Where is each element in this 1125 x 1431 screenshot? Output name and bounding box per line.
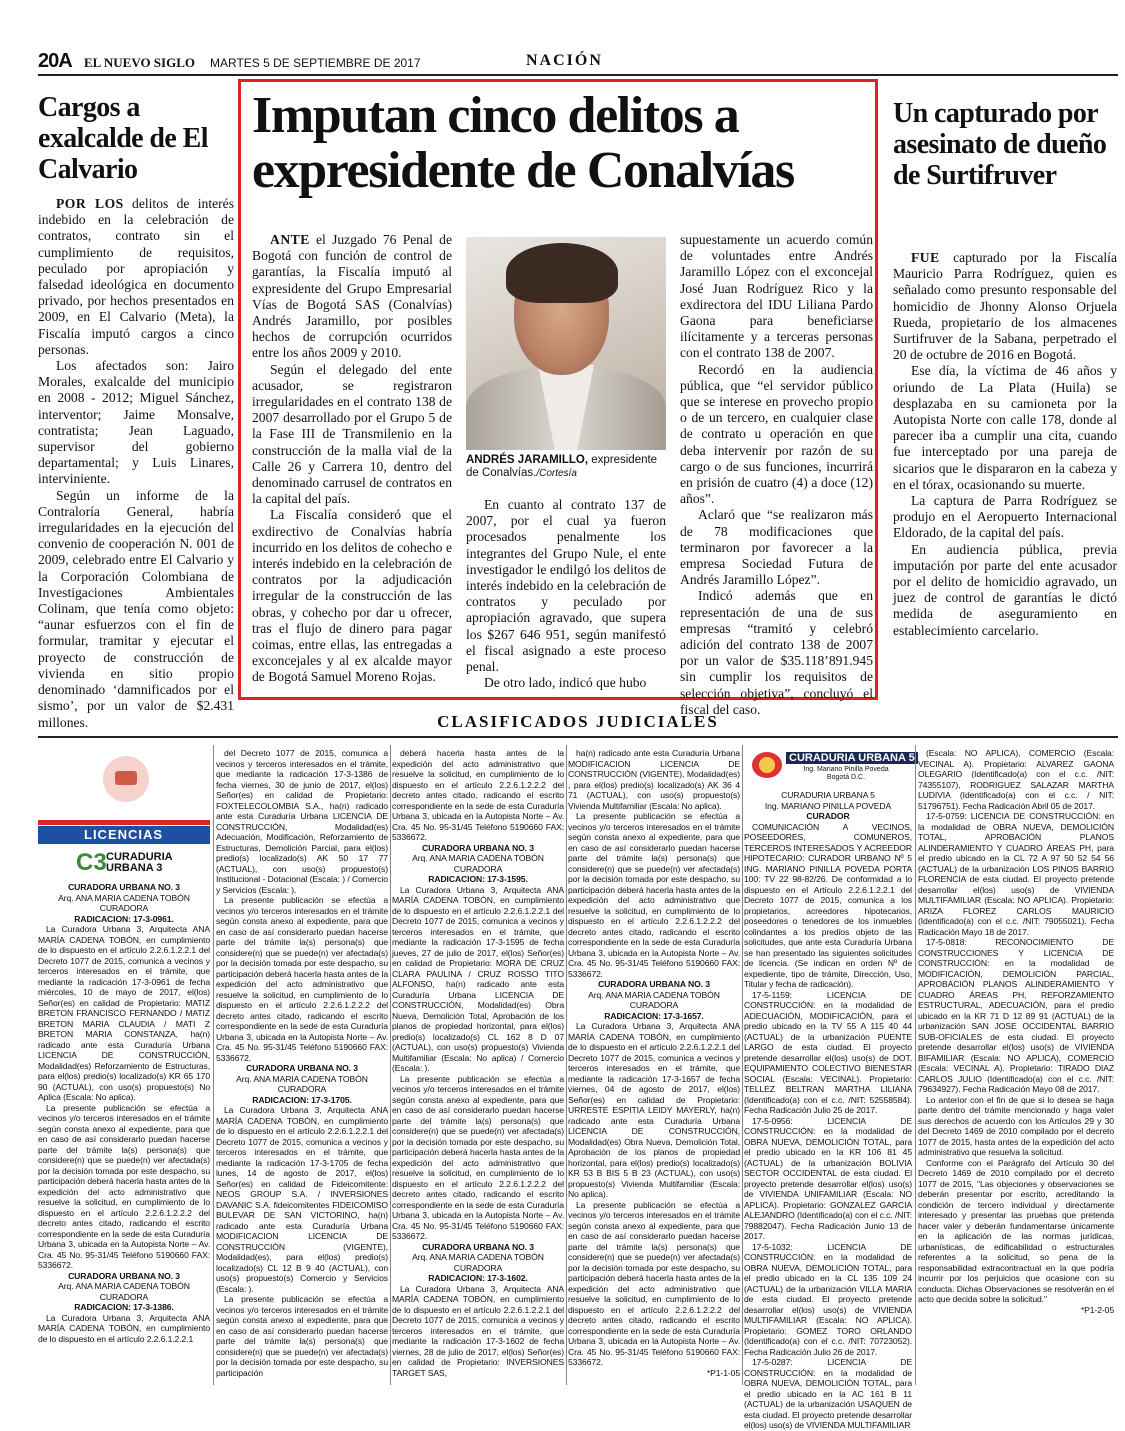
classifieds-title: CLASIFICADOS JUDICIALES: [437, 712, 719, 731]
cement-mixer-icon: [103, 756, 149, 802]
classified-paragraph: La Curadora Urbana 3, Arquitecta ANA MARÍA CADENA TOBÓN, en cumplimiento de lo dispuesto en el artículo 2.2.6.1.2.2.1 del Decreto 1077 de 2015, comunica a vecinos y terceros interesados en el trámite, que mediante la radicación 17-3-1657 de fecha viernes, 04 de agosto de 2017, el(los) Señor(es) en calidad de Propietario: URRESTE ESPITIA LEIDY MAYERLY, ha(n) radicado ante esta Curaduría Urbana LICENCIA DE CONSTRUCCIÓN, Modalidad(es) Obra Nueva, Demolición Total, Aprobación de los planos de propiedad horizontal, para el(los) predio(s) localizado(s) KR 53 B BIS 5 B 23 (ACTUAL), con uso(s) propuesto(s) Vivienda Multifamiliar (Escala: No aplica).: [568, 1021, 740, 1199]
photo-caption: [466, 454, 666, 480]
left-story-headline: Cargos a exalcalde de El Calvario: [38, 92, 208, 185]
classified-ref: *P1-2-05: [1080, 1304, 1114, 1315]
classified-paragraph: (Escala: NO APLICA), COMERCIO (Escala: VECINAL A). Propietario: ALVAREZ GAONA OLEGARIO (Identificado(a) con el c.c. /NIT: 74355107), RODRIGUEZ SALAZAR MARTHA LUDIVIA (Identificado(a) con el c.c. / NIT: 51796751). Fecha Radicación Abril 05 de 2017.: [918, 748, 1114, 811]
classified-paragraph: La Curadora Urbana 3, Arquitecta ANA MARÍA CADENA TOBÓN, en cumplimiento de lo dispuesto en el artículo 2.2.6.1.2.2.1: [38, 1312, 210, 1344]
curaduria-5-logo-name: CURADURIA URBANA 5: [786, 752, 918, 764]
right-story-headline: Un capturado por asesinato de dueño de Surtifruver: [893, 98, 1107, 191]
left-story-body: [38, 196, 234, 731]
classified-paragraph: ha(n) radicado ante esta Curaduría Urbana MODIFICACION LICENCIA DE CONSTRUCCIÓN (VIGENTE), Modalidad(es) , para el(los) predio(s) localizado(s) AK 36 4 71 (ACTUAL), con uso(s) propuesto(s) Vivienda Multifamiliar (Escala: No aplica).: [568, 748, 740, 811]
curaduria-3-logo-name: [106, 852, 173, 874]
classified-paragraph: 17-5-0956: LICENCIA DE CONSTRUCCIÓN: en la modalidad de OBRA NUEVA, DEMOLICIÓN TOTAL, para el predio ubicado en la KR 106 81 45 (ACTUAL) de la urbanización BOLIVIA SECTOR OCCIDENTAL de esta ciudad. El proyecto pretende desarrollar el(los) uso(s) de VIVIENDA UNIFAMILIAR (Escala: NO APLICA). Propietario: GONZALEZ GARCIA ALEJANDRO (Identificado(a) con el c.c. /NIT: 79882047). Fecha Radicación Junio 13 de 2017.: [744, 1115, 913, 1241]
column-divider: [213, 745, 214, 1385]
main-story-paragraph: De otro lado, indicó que hubo: [484, 675, 647, 691]
classified-heading: CURADORA URBANA NO. 3: [68, 882, 180, 892]
logo-name-line: CURADURIA: [106, 851, 173, 863]
classified-heading: CURADORA URBANA NO. 3: [422, 842, 534, 853]
paper-name: EL NUEVO SIGLO: [84, 55, 195, 70]
classified-heading: Arq. ANA MARIA CADENA TOBÓN: [58, 892, 190, 903]
classified-paragraph: 17-5-1032: LICENCIA DE CONSTRUCCIÓN: en la modalidad de OBRA NUEVA, DEMOLICIÓN TOTAL, para el predio ubicado en la CL 135 109 24 (ACTUAL) de la urbanización VILLA MARIA de esta ciudad. El proyecto pretende desarrollar el(los) uso(s) de VIVIENDA MULTIFAMILIAR (Escala: NO APLICA). Propietario: GOMEZ TORO ORLANDO (Identificado(a) con el c.c. /NIT: 70723052). Fecha Radicación Julio 26 de 2017.: [744, 1241, 912, 1357]
column-divider: [390, 745, 391, 1385]
classified-heading: CURADORA: [629, 1000, 679, 1010]
classified-paragraph: deberá hacerla hasta antes de la expedición del acto administrativo que resuelve la solicitud, en cumplimiento de lo dispuesto en el artículo 2.2.6.1.2.2.2 del decreto antes citado, radicando el escrito correspondiente en la sede de esta Curaduría Urbana 3, ubicada en la Autopista Norte – Av. Cra. 45 No. 95-31/45 Teléfono 5190660 FAX: 5336672.: [392, 748, 564, 842]
main-story-paragraph: En cuanto al contrato 137 de 2007, por el cual ya fueron procesados penalmente los integrantes del Grupo Nule, el ente investigador le endilgó los delitos de interés indebido en la celebración de contratos y peculado por apropiación agravado, que supera los $267 646 951, según manifestó el fiscal asignado a este proceso penal.: [466, 497, 666, 675]
main-story-paragraph: supuestamente un acuerdo común de voluntades entre Andrés Jaramillo López con el exconcejal José Juan Rodríguez Rico y la exdirectora del IDU Liliana Pardo Gaona para beneficiarse ilícitamente y a terceras personas con el contrato 138 de 2007.: [680, 232, 873, 361]
right-story-paragraph: La captura de Parra Rodríguez se produjo en el Aeropuerto Internacional Eldorado, de la capital del país.: [893, 493, 1117, 541]
classified-paragraph: 17-5-1159: LICENCIA DE CONSTRUCCIÓN: en la modalidad de ADECUACIÓN, MODIFICACIÓN, para el predio ubicado en la TV 55 A 115 40 44 (ACTUAL) de la urbanización PUENTE LARGO de esta ciudad. El proyecto pretende desarrollar el(los) uso(s) de DOT. EQUIPAMIENTO COLECTIVO BIENESTAR SOCIAL (Escala: VECINAL). Propietario: TELLEZ BELTRAN MARTHA LILIANA (Identificado(a) con el c.c. /NIT: 52558584). Fecha Radicación Julio 25 de 2017.: [744, 989, 912, 1115]
classified-ref: *P1-1-05: [706, 1367, 740, 1378]
classified-heading: CURADORA: [277, 1084, 327, 1094]
licencias-accent: [38, 820, 210, 825]
classified-paragraph: La presente publicación se efectúa a vecinos y/o terceros interesados en el trámite según consta anexo al expediente, para que en caso de así considerarlo puedan hacerse parte del trámite la(s) persona(s) que considere(n) que se puede(n) ver afectada(s) por la decisión tomada por este despacho, su participación deberá hacerla hasta antes de la expedición del acto administrativo que resuelve la solicitud, en cumplimiento de lo dispuesto en el artículo 2.2.6.1.2.2.2 del decreto antes citado, radicando el escrito correspondiente en la sede de esta Curaduría Urbana 3, ubicada en la Autopista Norte – Av. Cra. 45 No. 95-31/45 Teléfono 5190660 FAX: 5336672.: [568, 811, 740, 979]
column-divider: [915, 745, 916, 1385]
classified-paragraph: La Curadora Urbana 3, Arquitecta ANA MARÍA CADENA TOBÓN, en cumplimiento de lo dispuesto en el artículo 2.2.6.1.2.2.1 del Decreto 1077 de 2015, comunica a vecinos y terceros interesados en el trámite, que mediante la radicación 17-3-1602 de fecha viernes, 28 de julio de 2017, el(los) Señor(es) en calidad de Propietario: INVERSIONES TARGET SAS,: [392, 1283, 564, 1378]
classified-heading: RADICACION: 17-3-1386.: [74, 1302, 174, 1312]
column-divider: [742, 745, 743, 1385]
right-story-paragraph: capturado por la Fiscalía Mauricio Parra Rodríguez, quien es señalado como presunto responsable del homicidio de Jhonny Alonso Orjuela Rueda, propietario de los almacenes Surtifruver de la Sabana, perpetrado el 20 de octubre de 2016 en Bogotá.: [893, 250, 1117, 363]
classified-heading: CURADURIA URBANA 5: [781, 790, 875, 800]
curaduria-5-logo-icon: [752, 752, 782, 778]
portrait-photo: [466, 237, 666, 450]
logo-name-line: URBANA 3: [106, 862, 163, 874]
main-story-paragraph: Según el delegado del ente acusador, se registraron irregularidades en el contrato 138 de 2007 desarrollado por el Grupo 5 de la Fase III de Transmilenio en la construcción de la malla vial de la Calle 26 y Carrera 10, dentro del denominado carrusel de contratos en la capital del país.: [252, 361, 452, 507]
classified-heading: CURADORA: [99, 1291, 149, 1302]
curaduria-3-logo-icon: C3: [76, 849, 107, 876]
right-story-paragraph: En audiencia pública, previa imputación por parte del ente acusador por el delito de homicidio agravado, un juez de control de garantías le dictó medida de aseguramiento en establecimiento carcelario.: [893, 541, 1117, 638]
classified-column-4: [568, 748, 740, 1378]
caption-name: ANDRÉS JARAMILLO,: [466, 454, 589, 466]
main-story-paragraph: el Juzgado 76 Penal de Bogotá con función de control de garantías, la Fiscalía imputó al expresidente del Grupo Empresarial Vías de Bogotá SAS (Conalvías) Andrés Jaramillo, por posibles hechos de corrupción ocurridos entre los años 2009 y 2010.: [252, 232, 452, 361]
classified-heading: CURADORA: [453, 1262, 503, 1273]
page-number: 20A: [38, 50, 72, 72]
caption-text: expresidente de Conalvías.: [466, 454, 658, 479]
classified-heading: CURADORA URBANA NO. 3: [246, 1063, 358, 1073]
logo-sub-line: Bogotá D.C.: [826, 774, 866, 781]
classified-paragraph: La Curadora Urbana 3, Arquitecta ANA MARÍA CADENA TOBÓN, en cumplimiento de lo dispuesto en el artículo 2.2.6.1.2.2.1 del Decreto 1077 de 2015, comunica a vecinos y terceros interesados en el trámite, que mediante la radicación 17-3-1595 de fecha jueves, 27 de julio de 2017, el(los) Señor(es) en calidad de Propietario: MORA DE CRUZ CLARA PAULINA / CRUZ ROSSO TITO ALFONSO, ha(n) radicado ante esta Curaduría Urbana LICENCIA DE CONSTRUCCIÓN, Modalidad(es) Obra Nueva, Demolición Total, Aprobación de los planos de propiedad horizontal, para el(los) predio(s) localizado(s) CL 162 8 D 07 (ACTUAL), con uso(s) propuesto(s) Vivienda Multifamiliar (Escala: No aplica) / Comercio (Escala: ).: [392, 884, 564, 1073]
classified-column-1: [38, 882, 210, 1344]
main-story-column-3: [680, 232, 873, 718]
classified-column-2: [216, 748, 388, 1378]
classified-paragraph: La presente publicación se efectúa a vecinos y/o terceros interesados en el trámite según consta anexo al expediente, para que en caso de así considerarlo puedan hacerse parte del trámite la(s) persona(s) que considere(n) que se puede(n) ver afectada(s) por la decisión tomada por este despacho, su participación deberá hacerla hasta antes de la expedición del acto administrativo que resuelve la solicitud, en cumplimiento de lo dispuesto en el artículo 2.2.6.1.2.2.2 del decreto antes citado, radicando el escrito correspondiente en la sede de esta Curaduría Urbana 3, ubicada en la Autopista Norte – Av. Cra. 45 No. 95-31/45 Teléfono 5190660 FAX: 5336672.: [216, 895, 388, 1063]
classified-heading: CURADORA URBANA NO. 3: [68, 1270, 180, 1281]
classified-paragraph: La Curadora Urbana 3, Arquitecta ANA MARÍA CADENA TOBÓN, en cumplimiento de lo dispuesto en el artículo 2.2.6.1.2.2.1 del Decreto 1077 de 2015, comunica a vecinos y terceros interesados en el trámite, que mediante la radicación 17-3-0961 de fecha miércoles, 10 de mayo de 2017, el(los) Señor(es) en calidad de Propietario: MATIZ BRETON FRANCISCO FERNANDO / MATIZ BRETON MARIA CLAUDIA / MATI Z BRETON MARIA CONSTANZA, ha(n) radicado ante esta Curaduría Urbana LICENCIA DE CONSTRUCCIÓN, Modalidad(es) Reforzamiento de Estructuras, para el(los) predio(s) localizado(s) KR 65 170 90 (ACTUAL), con uso(s) propuesto(s) No Aplica (Escala: No aplica).: [38, 924, 210, 1102]
classified-heading: Arq. ANA MARIA CADENA TOBÓN: [412, 853, 544, 863]
main-headline: Imputan cinco delitos a expresidente de Conalvías: [252, 87, 794, 199]
classified-column-5: [744, 790, 912, 1431]
classified-heading: Arq. ANA MARIA CADENA TOBÓN: [236, 1073, 368, 1084]
left-story-paragraph: delitos de interés indebido en la celebración de contratos, contrato sin el cumplimiento de requisitos, peculado por apropiación y falsedad ideológica en documento privado, por hechos presentados en 2009, en El Calvario (Meta), la Fiscalía imputó cargos a cinco personas.: [38, 196, 234, 357]
classified-paragraph: La Curadora Urbana 3, Arquitecta ANA MARÍA CADENA TOBÓN, en cumplimiento de lo dispuesto en el artículo 2.2.6.1.2.2.1 del Decreto 1077 de 2015, comunica a vecinos y terceros interesados en el trámite, que mediante la radicación 17-3-1705 de fecha lunes, 14 de agosto de 2017, el(los) Señor(es) en calidad de Fideicomitente: NEOS GROUP S.A. / INVERSIONES DAVANIC S.A. fideicomitentes FIDEICOMISO BULEVAR DE SAN VICTORINO, ha(n) radicado ante esta Curaduría Urbana MODIFICACION LICENCIA DE CONSTRUCCIÓN (VIGENTE), Modalidad(es), para el(los) predio(s) localizado(s) CL 12 B 9 40 (ACTUAL), con uso(s) propuesto(s) Comercio y Servicios (Escala: ).: [216, 1105, 388, 1294]
main-story-paragraph: Recordó en la audiencia pública, que “el servidor público que se interese en provecho propio o de un tercero, en cualquier clase de contrato u operación en que deba intervenir por razón de su cargo o de sus funciones, incurrirá en prisión de cuatro (4) a doce (12) años”.: [680, 361, 873, 507]
classified-heading: RADICACION: 17-3-0961.: [74, 913, 174, 924]
classified-heading: Arq. ANA MARIA CADENA TOBÓN: [412, 1252, 544, 1262]
main-story-paragraph: La Fiscalía consideró que el exdirectivo de Conalvías habría incurrido en los delitos de cohecho e interés indebido en la celebración de contratos por la adjudicación irregular de la construcción de las obras, y cohecho por dar u ofrecer, tras el flujo de dinero para pagar coimas, entre ellas, las entregadas a exconcejales y al ex alcalde mayor de Bogotá Samuel Moreno Rojas.: [252, 507, 452, 685]
classified-heading: RADICACION: 17-3-1602.: [428, 1273, 528, 1283]
classified-paragraph: Conforme con el Parágrafo del Artículo 30 del Decreto 1469 de 2010 compilado por el decreto 1077 de 2015, "Las objeciones y observaciones se deberán presentar por escrito, acreditando la condición de tercero individual y directamente interesado y presentar las pruebas que pretenda hacer valer y deberán fundamentarse únicamente en la aplicación de las normas jurídicas, urbanísticas, de edificabilidad o estructurales referentes a la solicitud, so pena de la responsabilidad extracontractual en la que podría incurrir por los perjuicios que ocasione con su conducta. Dichas Observaciones se resolverán en el acto que decida sobre la solicitud.": [918, 1157, 1114, 1304]
classified-heading: CURADORA: [99, 903, 149, 913]
main-story-paragraph: Aclaró que “se realizaron más de 78 modificaciones que terminaron por favorecer a la empresa Sociedad Futura de Andrés Jaramillo López”.: [680, 507, 873, 588]
classified-column-6: [918, 748, 1114, 1315]
classified-paragraph: COMUNICACIÓN A VECINOS, POSEEDORES, COMUNEROS, TERCEROS INTERESADOS Y ACREEDOR HIPOTECARIO: CURADOR URBANO Nº 5 ING. MARIANO PINILLA POVEDA PORTA 100: TV 22 98-82/26. De conformidad a lo dispuesto en el Artículo 2.2.6.1.2.2.1 del Decreto 1077 de 2015, comunica a los propietarios, acreedores hipotecarios, poseedores o tenedores de los inmuebles colindantes a los predios objeto de las solicitudes, que ante esta Curaduría Urbana se han presentado las siguientes solicitudes de licencia. (Se indican en orden Nº de expediente, tipo de trámite, Dirección, Uso, Titular y fecha de radicación).: [744, 821, 912, 989]
right-story-lead: FUE: [911, 250, 940, 265]
classified-paragraph: La presente publicación se efectúa a vecinos y/o terceros interesados en el trámite según consta anexo al expediente, para que en caso de así considerarlo puedan hacerse parte del trámite la(s) persona(s) que considere(n) que se puede(n) ver afectada(s) por la decisión tomada por este despacho, su participación deberá hacerla hasta antes de la expedición del acto administrativo que resuelve la solicitud, en cumplimiento de lo dispuesto en el artículo 2.2.6.1.2.2.2 del decreto antes citado, radicando el escrito correspondiente en la sede de esta Curaduría Urbana 3, ubicada en la Autopista Norte – Av. Cra. 45 No. 95-31/45 Teléfono 5190660 FAX: 5336672.: [38, 1102, 210, 1270]
classified-heading: CURADOR: [806, 811, 850, 821]
right-story-body: [893, 250, 1117, 639]
classified-paragraph: La presente publicación se efectúa a vecinos y/o terceros interesados en el trámite según consta anexo al expediente, para que en caso de así considerarlo puedan hacerse parte del trámite la(s) persona(s) que considere(n) que se puede(n) ver afectada(s) por la decisión tomada por este despacho, su participación: [216, 1294, 388, 1378]
main-story-lead: ANTE: [270, 232, 310, 247]
main-story-column-2: [466, 497, 666, 691]
classified-column-3: [392, 748, 564, 1378]
right-story-paragraph: Ese día, la víctima de 46 años y oriundo de La Plata (Huila) se desplazaba en su camioneta por la Autopista Norte con calle 178, donde al parecer iba a cumplir una cita, cuando fue interceptado por una pareja de sicarios que le dispararon en la cabeza y en el tórax, ocasionando su muerte.: [893, 363, 1117, 492]
logo-sub-line: Ing. Mariano Pinilla Poveda: [803, 766, 889, 773]
main-story-column-1: [252, 232, 452, 686]
section-name: NACIÓN: [526, 52, 603, 69]
masthead: [38, 48, 1118, 76]
left-story-lead: POR LOS: [56, 196, 124, 211]
classified-paragraph: 17-5-0818: RECONOCIMIENTO DE CONSTRUCCIONES Y LICENCIA DE CONSTRUCCIÓN: en la modalidad de MODIFICACIÓN, DEMOLICIÓN PARCIAL, APROBACIÓN PLANOS ALINDERAMIENTO Y CUADRO ÁREAS PH, REFORZAMIENTO ESTRUCTURAL, ADECUACIÓN, para el predio ubicado en la KR 71 D 12 89 91 (ACTUAL) de la urbanización SAN JOSE OCCIDENTAL BARRIO SUB-OFICIALES de esta ciudad. El proyecto pretende desarrollar el(los) uso(s) de VIVIENDA BIFAMILIAR (Escala: NO APLICA), COMERCIO (Escala: VECINAL A). Propietario: TIRADO DIAZ CARLOS JULIO (Identificado(a) con el c.c. /NIT: 79634927). Fecha Radicación Mayo 08 de 2017.: [918, 937, 1114, 1094]
classified-paragraph: 17-5-0287: LICENCIA DE CONSTRUCCIÓN: en la modalidad de OBRA NUEVA, DEMOLICIÓN TOTAL, para el predio ubicado en la AC 161 B 11 (ACTUAL) de la urbanización USAQUEN de esta ciudad. El proyecto pretende desarrollar el(los) uso(s) de VIVIENDA MULTIFAMILIAR: [744, 1357, 912, 1430]
main-story-paragraph: Indicó además que en representación de una de sus empresas “tramitó y celebró adición del contrato 138 de 2007 por un valor de $35.118’891.945 sin cumplir los requisitos de selección objetiva”, concluyó el fiscal del caso.: [680, 588, 873, 717]
licencias-banner: LICENCIAS: [38, 826, 210, 844]
column-divider: [566, 745, 567, 1385]
classifieds-rule: [38, 736, 1118, 738]
classified-paragraph: La presente publicación se efectúa a vecinos y/o terceros interesados en el trámite según consta anexo al expediente, para que en caso de así considerarlo puedan hacerse parte del trámite la(s) persona(s) que considere(n) que se puede(n) ver afectada(s) por la decisión tomada por este despacho, su participación deberá hacerla hasta antes de la expedición del acto administrativo que resuelve la solicitud, en cumplimiento de lo dispuesto en el artículo 2.2.6.1.2.2.2 del decreto antes citado, radicando el escrito correspondiente en la sede de esta Curaduría Urbana 3, ubicada en la Autopista Norte – Av. Cra. 45 No. 95-31/45 Teléfono 5190660 FAX: 5336672.: [568, 1199, 740, 1367]
classified-paragraph: del Decreto 1077 de 2015, comunica a vecinos y terceros interesados en el trámite, que mediante la radicación 17-3-1386 de fecha viernes, 30 de junio de 2017, el(los) Señor(es) en calidad de Propietario: FOXTELECOLOMBIA S.A., ha(n) radicado ante esta Curaduría Urbana LICENCIA DE CONSTRUCCIÓN, Modalidad(es) Adecuación, Modificación, Reforzamiento de Estructuras, Demolición Parcial, para el(los) predio(s) localizado(s) AK 50 17 77 (ACTUAL), con uso(s) propuesto(s) Institucional - Dotacional (Escala: ) / Comercio y Servicios (Escala: ).: [216, 748, 388, 895]
caption-credit: /Cortesía: [536, 468, 577, 479]
classified-heading: Arq. ANA MARIA CADENA TOBÓN: [58, 1281, 190, 1291]
classified-paragraph: La presente publicación se efectúa a vecinos y/o terceros interesados en el trámite según consta anexo al expediente, para que en caso de así considerarlo puedan hacerse parte del trámite la(s) persona(s) que considere(n) que se puede(n) ver afectada(s) por la decisión tomada por este despacho, su participación deberá hacerla hasta antes de la expedición del acto administrativo que resuelve la solicitud, en cumplimiento de lo dispuesto en el artículo 2.2.6.1.2.2.2 del decreto antes citado, radicando el escrito correspondiente en la sede de esta Curaduría Urbana 3, ubicada en la Autopista Norte – Av. Cra. 45 No. 95-31/45 Teléfono 5190660 FAX: 5336672.: [392, 1073, 564, 1241]
curaduria-5-logo-sub: [786, 766, 906, 782]
classified-heading: Arq. ANA MARIA CADENA TOBÓN: [588, 989, 720, 1000]
classified-heading: RADICACION: 17-3-1705.: [252, 1094, 352, 1105]
classified-heading: CURADORA URBANA NO. 3: [422, 1241, 534, 1252]
classified-heading: CURADORA URBANA NO. 3: [598, 979, 710, 989]
classified-paragraph: 17-5-0759: LICENCIA DE CONSTRUCCIÓN: en la modalidad de OBRA NUEVA, DEMOLICIÓN TOTAL, APROBACIÓN PLANOS ALINDERAMIENTO Y CUADRO ÁREAS PH, para el predio ubicado en la CL 72 A 97 50 52 54 56 (ACTUAL) de la urbanización LOS PINOS BARRIO FLORENCIA de esta ciudad. El proyecto pretende desarrollar el(los) uso(s) de VIVIENDA MULTIFAMILIAR (Escala: NO APLICA). Propietario: ARIZA FLOREZ CARLOS MAURICIO (Identificado(a) con el c.c. /NIT: 79055021). Fecha Radicación Mayo 18 de 2017.: [918, 811, 1114, 937]
classified-heading: Ing. MARIANO PINILLA POVEDA: [764, 800, 892, 811]
classified-heading: RADICACION: 17-3-1657.: [604, 1010, 704, 1021]
classified-heading: RADICACION: 17-3-1595.: [428, 874, 528, 884]
left-story-paragraph: Según un informe de la Contraloría General, habría irregularidades en la ejecución del convenio de cooperación N. 001 de 2009, celebrado entre El Calvario y la Corporación Colombiana de Investigaciones Ambientales Colinam, que tenía como objeto: “aunar esfuerzos con el fin de formular, tramitar y ejecutar el proyecto de construcción de vivienda en sitio propio denominado ‘damnificados por el sismo’, por un valor de $2.431 millones.: [38, 487, 234, 730]
left-story-paragraph: Los afectados son: Jairo Morales, exalcalde del municipio en 2008 - 2012; Miguel Sánchez, interventor; Jaime Monsalve, contratista; Jean Laguado, supervisor del gobierno departamental; y Luis Linares, interviniente.: [38, 358, 234, 487]
issue-date: MARTES 5 DE SEPTIEMBRE DE 2017: [210, 56, 421, 70]
classified-paragraph: Lo anterior con el fin de que si lo desea se haga parte dentro del trámite mencionado y haga valer sus derechos de acuerdo con los Artículos 29 y 30 del Decreto 1469 de 2010 compilado por el decreto 1077 de 2015, hasta antes de la expedición del acto administrativo que resuelva la solicitud.: [918, 1094, 1114, 1157]
classified-heading: CURADORA: [453, 863, 503, 874]
